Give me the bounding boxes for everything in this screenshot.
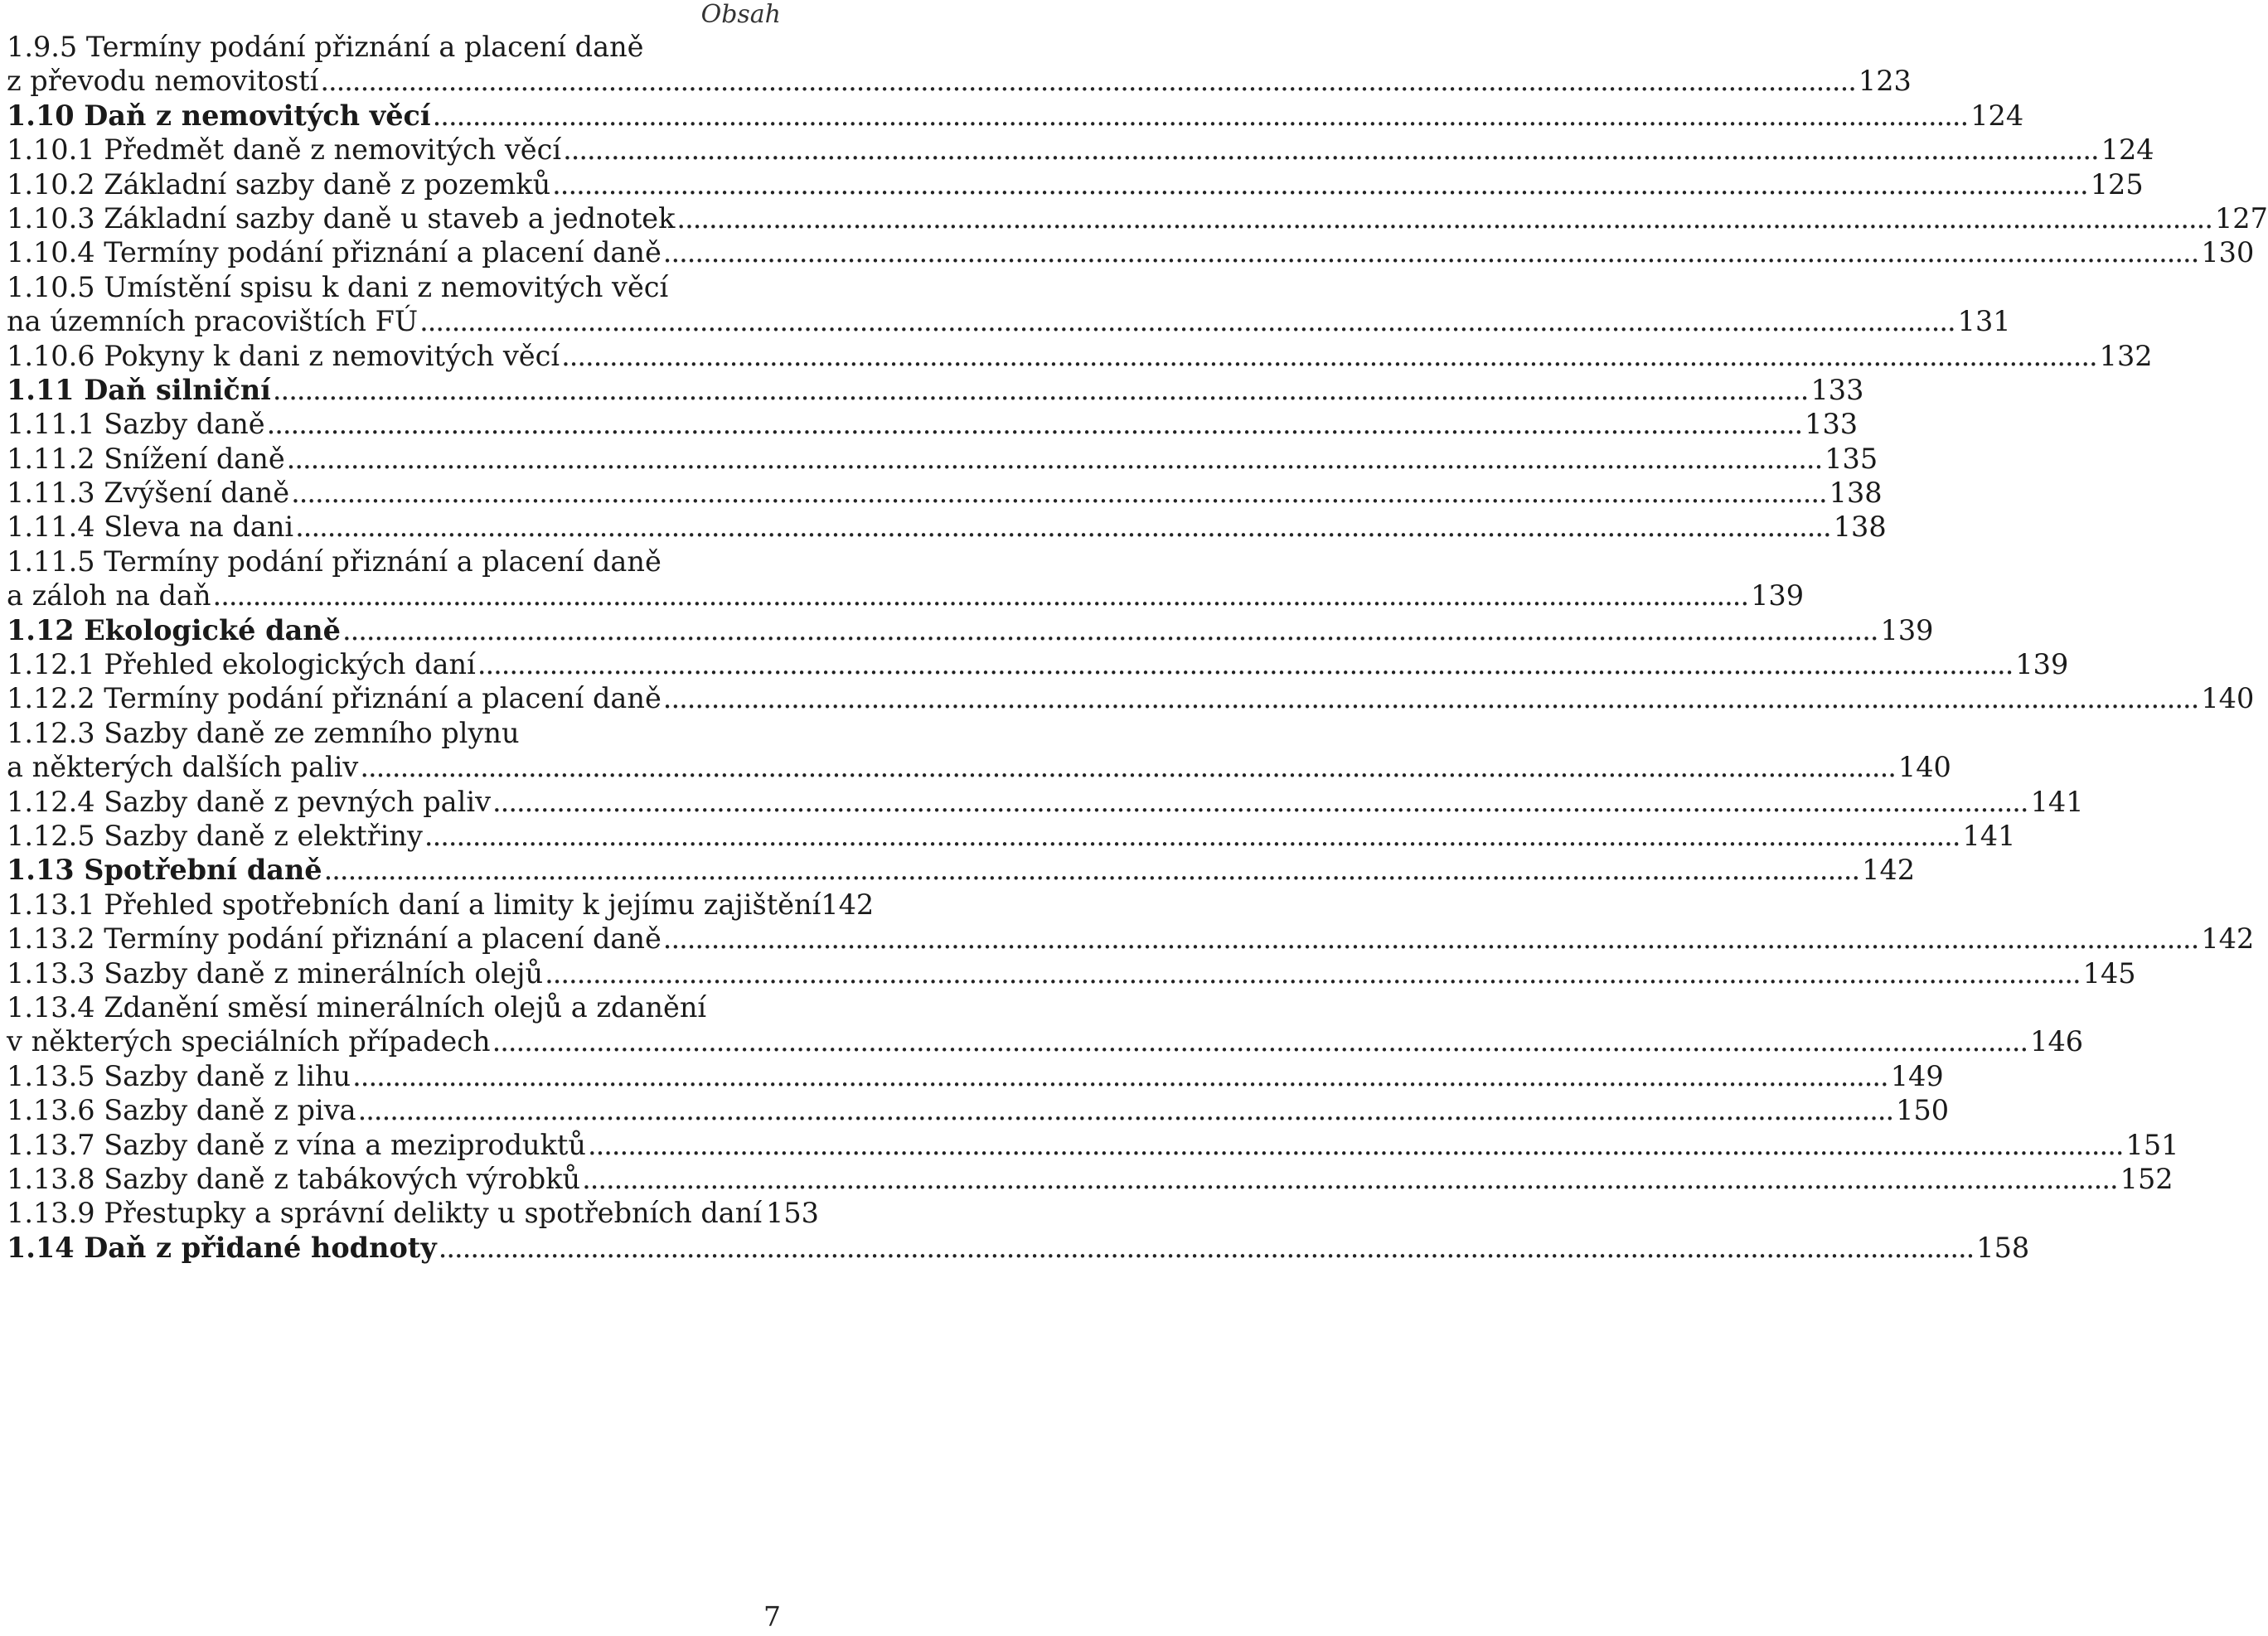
toc-dot-leader [552,167,2088,201]
toc-dot-leader [663,235,2199,269]
toc-entry[interactable] [7,510,1887,544]
running-header: Obsah [700,0,781,29]
page-number: 7 [763,1600,781,1633]
toc-entry-title: 1.10 Daň z nemovitých věcí [7,99,431,132]
toc-entry[interactable] [7,750,1951,784]
toc-dot-leader [320,64,1856,98]
toc-entry-title: 1.10.6 Pokyny k dani z nemovitých věcí [7,339,560,372]
toc-entry[interactable] [7,647,2069,681]
toc-entry-page: 158 [1976,1231,2030,1264]
toc-entry-title: 1.12.3 Sazby daně ze zemního plynu [7,716,520,749]
toc-entry-title: a některých dalších paliv [7,751,359,784]
toc-entry-title: 1.13.7 Sazby daně z vína a meziproduktů [7,1128,586,1161]
toc-dot-leader [324,853,1860,887]
toc-entry-page: 151 [2125,1128,2179,1161]
toc-entry-title: 1.10.2 Základní sazby daně z pozemků [7,167,551,201]
toc-section-entry[interactable] [7,613,1934,647]
toc-section-entry[interactable] [7,1231,2030,1265]
toc-entry-title: 1.14 Daň z přidané hodnoty [7,1231,437,1264]
toc-dot-leader [287,442,1823,476]
toc-entry-page: 139 [2015,648,2069,681]
toc-entry-page: 142 [821,888,875,921]
toc-entry[interactable] [7,681,2255,715]
toc-entry[interactable] [7,922,2255,956]
toc-entry-title: 1.11.5 Termíny podání přiznání a placení daně [7,545,662,578]
toc-dot-leader [352,1059,1888,1093]
toc-dot-leader [342,613,1878,647]
toc-dot-leader [291,476,1827,510]
toc-entry-title: 1.12.4 Sazby daně z pevných paliv [7,785,492,818]
toc-entry-page: 140 [2201,682,2255,715]
toc-entry-title: 1.10.5 Umístění spisu k dani z nemovitých věcí [7,270,669,303]
toc-entry-title: 1.10.1 Předmět daně z nemovitých věcí [7,133,562,167]
toc-entry[interactable] [7,30,789,64]
toc-dot-leader [267,407,1803,441]
toc-dot-leader [273,373,1809,407]
toc-entry-title: a záloh na daň [7,579,211,612]
toc-entry-page: 153 [766,1197,819,1230]
toc-entry[interactable] [7,578,1805,612]
toc-entry[interactable] [7,235,2255,269]
toc-entry-title: 1.11.1 Sazby daně [7,408,265,441]
toc-entry-title: 1.11.2 Snížení daně [7,442,285,475]
toc-entry[interactable] [7,1093,1950,1127]
toc-entry[interactable] [7,545,789,578]
toc-dot-leader [477,647,2014,681]
toc-entry[interactable] [7,304,2011,338]
toc-dot-leader [582,1162,2118,1196]
toc-entry-title: 1.11.3 Zvýšení daně [7,477,290,510]
toc-entry-page: 138 [1833,511,1887,544]
toc-entry-page: 124 [1970,99,2024,132]
toc-dot-leader [360,750,1896,784]
toc-entry[interactable] [7,442,1878,476]
toc-dot-leader [295,510,1831,544]
toc-entry[interactable] [7,407,1858,441]
toc-entry-title: 1.13.1 Přehled spotřebních daní a limity k jejímu zajištění [7,888,821,921]
toc-entry-title: 1.13.2 Termíny podání přiznání a placení daně [7,922,662,956]
toc-section-entry[interactable] [7,853,1916,887]
toc-entry-page: 124 [2101,133,2154,167]
toc-entry-page: 133 [1810,373,1864,406]
toc-entry-page: 142 [1862,854,1916,887]
toc-entry-title: 1.13.6 Sazby daně z piva [7,1094,356,1127]
toc-entry-title: 1.12.5 Sazby daně z elektřiny [7,819,423,852]
toc-entry[interactable] [7,339,2153,373]
toc-entry-title: 1.13.9 Přestupky a správní delikty u spotřebních daní [7,1197,763,1230]
toc-entry-title: 1.13.3 Sazby daně z minerálních olejů [7,956,544,990]
toc-dot-leader [492,1024,2028,1058]
toc-entry-title: 1.12 Ekologické daně [7,613,341,646]
toc-entry-page: 141 [1962,819,2016,852]
toc-dot-leader [563,133,2099,167]
toc-dot-leader [424,819,1960,853]
toc-dot-leader [358,1093,1894,1127]
toc-dot-leader [433,99,1969,133]
toc-entry-title: 1.12.1 Přehled ekologických daní [7,648,476,681]
toc-dot-leader [663,681,2199,715]
toc-entry[interactable] [7,476,1883,510]
toc-entry[interactable] [7,956,2136,990]
toc-entry-page: 142 [2201,922,2255,956]
toc-entry[interactable] [7,270,789,304]
toc-entry-page: 139 [1751,579,1805,612]
toc-entry[interactable] [7,990,789,1024]
toc-entry-page: 152 [2120,1162,2174,1195]
table-of-contents [7,30,2268,1265]
toc-entry-title: 1.13 Spotřební daně [7,854,322,887]
toc-entry[interactable] [7,201,2268,235]
toc-dot-leader [213,578,1749,612]
toc-entry-title: 1.10.3 Základní sazby daně u staveb a jednotek [7,201,676,235]
toc-entry-title: z převodu nemovitostí [7,65,319,98]
toc-dot-leader [561,339,2097,373]
toc-entry-title: 1.13.4 Zdanění směsí minerálních olejů a zdanění [7,990,707,1024]
toc-entry-title: 1.11.4 Sleva na dani [7,511,294,544]
toc-entry[interactable] [7,1162,2174,1196]
toc-entry[interactable] [7,716,789,750]
toc-dot-leader [492,785,2028,819]
toc-entry-page: 140 [1897,751,1951,784]
toc-entry[interactable] [7,167,2144,201]
toc-entry[interactable] [7,1024,2084,1058]
toc-entry-page: 125 [2090,167,2144,201]
toc-entry-title: 1.9.5 Termíny podání přiznání a placení daně [7,31,644,63]
toc-section-entry[interactable] [7,99,2024,133]
toc-dot-leader [663,922,2199,956]
toc-entry-page: 123 [1858,65,1912,98]
toc-dot-leader [676,201,2212,235]
toc-entry[interactable] [7,1196,819,1230]
toc-entry-page: 135 [1825,442,1878,475]
toc-entry-page: 141 [2030,785,2084,818]
toc-entry[interactable] [7,785,2084,819]
toc-entry-page: 133 [1805,408,1858,441]
toc-entry[interactable] [7,819,2016,853]
toc-entry-page: 138 [1829,477,1883,510]
toc-entry-title: 1.11 Daň silniční [7,373,271,406]
toc-dot-leader [545,956,2081,990]
toc-entry-page: 145 [2082,956,2136,990]
toc-entry[interactable] [7,1059,1944,1093]
toc-dot-leader [588,1128,2124,1162]
toc-entry-page: 130 [2201,236,2255,269]
toc-entry-page: 131 [1957,305,2011,338]
toc-entry[interactable] [7,888,875,922]
toc-entry-title: 1.12.2 Termíny podání přiznání a placení daně [7,682,662,715]
toc-entry[interactable] [7,133,2154,167]
toc-entry-page: 149 [1890,1059,1944,1092]
toc-entry-title: na územních pracovištích FÚ [7,305,419,338]
toc-dot-leader [439,1231,1975,1265]
toc-section-entry[interactable] [7,373,1864,407]
toc-entry[interactable] [7,64,1912,98]
toc-entry-page: 127 [2214,201,2268,235]
toc-entry-page: 146 [2030,1025,2084,1058]
toc-entry-page: 132 [2099,339,2153,372]
toc-entry-title: v některých speciálních případech [7,1025,491,1058]
toc-entry-page: 139 [1880,613,1934,646]
toc-entry-title: 1.13.5 Sazby daně z lihu [7,1059,351,1092]
toc-entry-title: 1.10.4 Termíny podání přiznání a placení daně [7,236,662,269]
toc-entry[interactable] [7,1128,2179,1162]
toc-dot-leader [419,304,1955,338]
toc-entry-page: 150 [1896,1094,1950,1127]
toc-entry-title: 1.13.8 Sazby daně z tabákových výrobků [7,1162,581,1195]
